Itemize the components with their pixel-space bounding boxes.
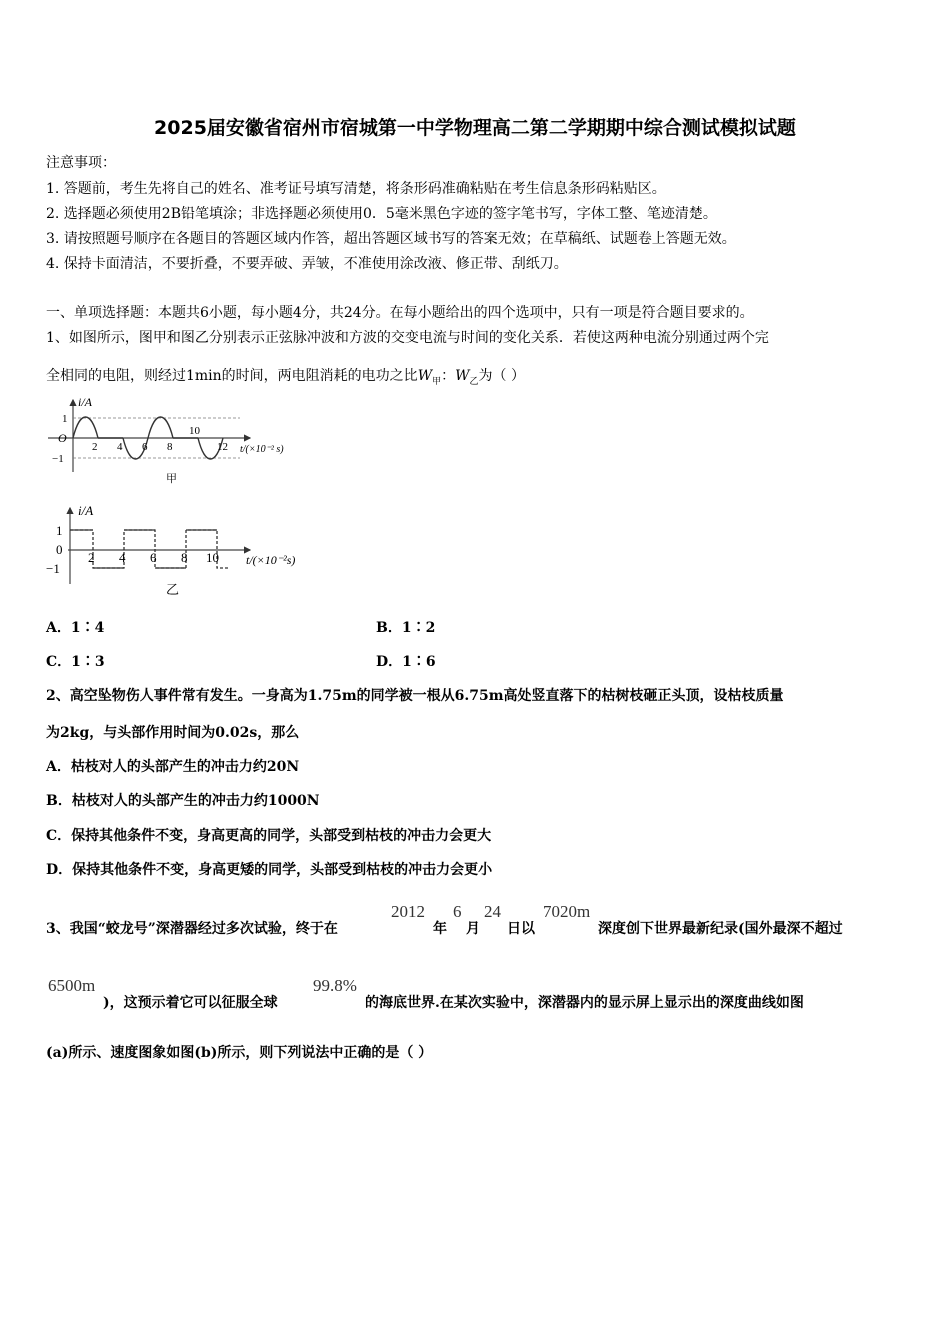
axis-label: t/(×10⁻² s) [240, 444, 284, 455]
tick-label: 0 [56, 542, 63, 557]
option-a[interactable]: A．枯枝对人的头部产生的冲击力约20N [46, 759, 300, 775]
page-title: 2025届安徽省宿州市宿城第一中学物理高二第二学期期中综合测试模拟试题 [154, 117, 796, 139]
figure-sine-pulse [40, 392, 330, 487]
notice-item: 3. 请按照题号顺序在各题目的答题区域内作答，超出答题区域书写的答案无效；在草稿纸、试题卷上答题无效。 [46, 231, 736, 247]
tick-label: 2 [92, 441, 98, 453]
question-2-text-2: 为2kg，与头部作用时间为0.02s，那么 [46, 725, 300, 741]
month-value: 6 [453, 902, 462, 921]
option-a[interactable]: A．1∶4 [46, 620, 105, 636]
question-3-text: 年 [433, 921, 447, 937]
figure-caption: 甲 [166, 473, 177, 485]
tick-label: 6 [142, 441, 148, 453]
tick-label: 2 [88, 550, 95, 565]
notice-heading: 注意事项： [46, 155, 116, 171]
tick-label: 8 [167, 441, 173, 453]
option-c[interactable]: C．保持其他条件不变，身高更高的同学，头部受到枯枝的冲击力会更大 [46, 828, 492, 844]
tick-label: 4 [117, 441, 123, 453]
option-d[interactable]: D．保持其他条件不变，身高更矮的同学，头部受到枯枝的冲击力会更小 [46, 862, 493, 878]
question-3-text: )，这预示着它可以征服全球 [103, 995, 278, 1011]
year-value: 2012 [391, 902, 425, 921]
notice-item: 1. 答题前，考生先将自己的姓名、准考证号填写清楚，将条形码准确粘贴在考生信息条形码粘贴区。 [46, 181, 666, 197]
depth-value: 6500m [48, 976, 96, 995]
figure-square-wave [40, 502, 330, 602]
question-3-text: 月 [466, 921, 480, 937]
day-value: 24 [484, 902, 501, 921]
axis-label: i/A [78, 395, 92, 409]
question-1-text: 1、如图所示，图甲和图乙分别表示正弦脉冲波和方波的交变电流与时间的变化关系．若使这两种电流分别通过两个完 [46, 330, 769, 346]
question-1-text-2: 全相同的电阻，则经过1min的时间，两电阻消耗的电功之比$W_甲$：$W_乙$为（ ） [46, 368, 525, 387]
tick-label: 10 [206, 550, 219, 565]
notice-item: 4. 保持卡面清洁，不要折叠，不要弄破、弄皱，不准使用涂改液、修正带、刮纸刀。 [46, 256, 568, 272]
tick-label: 1 [62, 413, 68, 425]
figure-caption: 乙 [166, 582, 180, 597]
tick-label: −1 [46, 561, 60, 576]
tick-label: 6 [150, 550, 157, 565]
option-c[interactable]: C．1∶3 [46, 654, 105, 670]
question-3-text: 日以 [507, 921, 535, 937]
option-b[interactable]: B．1∶2 [376, 620, 436, 636]
option-d[interactable]: D．1∶6 [376, 654, 436, 670]
tick-label: 4 [119, 550, 126, 565]
question-3-text: 深度创下世界最新纪录(国外最深不超过 [598, 921, 843, 937]
percent-value: 99.8% [313, 976, 357, 995]
option-b[interactable]: B．枯枝对人的头部产生的冲击力约1000N [46, 793, 320, 809]
section-heading: 一、单项选择题：本题共6小题，每小题4分，共24分。在每小题给出的四个选项中，只有一项是符合题目要求的。 [46, 305, 754, 321]
question-3-text: 的海底世界.在某次实验中，深潜器内的显示屏上显示出的深度曲线如图 [365, 995, 804, 1011]
question-2-text: 2、高空坠物伤人事件常有发生。一身高为1.75m的同学被一根从6.75m高处竖直落下的枯树枝砸正头顶，设枯枝质量 [46, 688, 784, 704]
depth-value: 7020m [543, 902, 591, 921]
tick-label: 8 [181, 550, 188, 565]
tick-label: 12 [217, 441, 228, 453]
notice-item: 2. 选择题必须使用2B铅笔填涂；非选择题必须使用0．5毫米黑色字迹的签字笔书写，字体工整、笔迹清楚。 [46, 206, 717, 222]
axis-label: i/A [78, 503, 94, 518]
tick-label: 1 [56, 523, 63, 538]
tick-label: O [58, 431, 67, 445]
question-3-text: 3、我国“蛟龙号”深潜器经过多次试验，终于在 [46, 921, 338, 937]
tick-label: 10 [189, 425, 200, 437]
axis-label: t/(×10⁻²s) [246, 553, 296, 567]
question-3-text-3: (a)所示、速度图象如图(b)所示，则下列说法中正确的是（ ） [46, 1045, 433, 1061]
tick-label: −1 [52, 453, 64, 465]
